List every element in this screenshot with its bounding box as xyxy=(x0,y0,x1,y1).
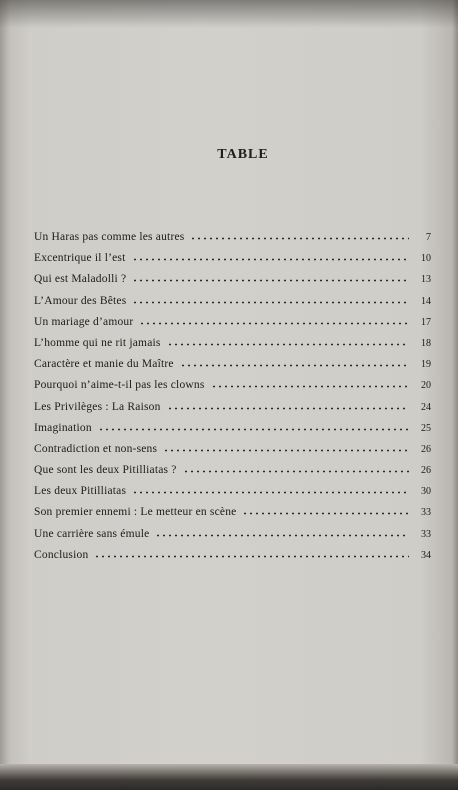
dot-leader xyxy=(132,301,409,304)
dot-leader xyxy=(139,322,409,325)
toc-entry xyxy=(34,379,431,400)
toc-entry-title: Un Haras pas comme les autres xyxy=(34,231,185,243)
toc-entry xyxy=(34,401,431,422)
toc-entry-page: 10 xyxy=(421,253,431,265)
dot-leader xyxy=(132,491,409,494)
toc-entry-page: 34 xyxy=(421,549,431,561)
toc-entry-title: Les deux Pitilliatas xyxy=(34,485,127,498)
toc-entry xyxy=(34,464,431,485)
dot-leader xyxy=(94,555,409,558)
dot-leader xyxy=(190,237,409,240)
toc-entry-page: 13 xyxy=(421,274,431,286)
toc-entry-title: L’Amour des Bêtes xyxy=(34,294,127,307)
dot-leader xyxy=(155,534,409,537)
toc-entry xyxy=(34,358,431,379)
toc-entry-title: Pourquoi n’aime-t-il pas les clowns xyxy=(34,379,205,392)
page-shadow xyxy=(0,0,458,28)
toc-entry-title: Un mariage d’amour xyxy=(34,315,134,328)
dot-leader xyxy=(98,428,409,431)
toc-entry xyxy=(34,549,431,570)
dot-leader xyxy=(180,364,409,367)
toc-entry-title: Imagination xyxy=(34,421,92,434)
dot-leader xyxy=(167,343,409,346)
dot-leader xyxy=(242,512,409,515)
toc-entry xyxy=(34,231,431,252)
toc-entry xyxy=(34,295,431,316)
table-of-contents xyxy=(34,231,431,570)
toc-entry-page: 20 xyxy=(421,380,431,392)
toc-entry-title: Contradiction et non-sens xyxy=(34,442,158,455)
toc-entry-page: 24 xyxy=(421,401,431,413)
dot-leader xyxy=(183,470,409,473)
toc-entry xyxy=(34,337,431,358)
toc-entry-page: 33 xyxy=(421,507,431,519)
toc-entry-page: 25 xyxy=(421,422,431,434)
toc-entry xyxy=(34,422,431,443)
toc-entry-title: Caractère et manie du Maître xyxy=(34,358,174,371)
toc-entry-page: 26 xyxy=(421,443,431,455)
dot-leader xyxy=(163,449,409,452)
toc-entry-page: 14 xyxy=(421,295,431,307)
toc-entry xyxy=(34,273,431,294)
toc-entry-title: Que sont les deux Pitilliatas ? xyxy=(34,464,177,477)
toc-entry xyxy=(34,316,431,337)
toc-entry-title: Les Privilèges : La Raison xyxy=(34,400,161,413)
toc-entry-title: Conclusion xyxy=(34,548,89,561)
toc-entry xyxy=(34,443,431,464)
toc-entry-title: Excentrique il l’est xyxy=(34,252,126,265)
toc-entry-page: 19 xyxy=(421,359,431,371)
toc-entry-page: 18 xyxy=(421,337,431,349)
toc-entry-page: 7 xyxy=(426,232,431,243)
page-title: TABLE xyxy=(217,147,269,162)
toc-entry xyxy=(34,252,431,273)
toc-entry xyxy=(34,528,431,549)
toc-entry-page: 26 xyxy=(421,465,431,477)
dot-leader xyxy=(132,279,409,282)
toc-entry-title: Une carrière sans émule xyxy=(34,527,150,540)
toc-entry-page: 17 xyxy=(421,316,431,328)
toc-entry-title: Qui est Maladolli ? xyxy=(34,273,127,286)
dot-leader xyxy=(132,258,410,261)
dot-leader xyxy=(167,407,409,410)
toc-entry xyxy=(34,506,431,527)
page-bottom-edge xyxy=(0,764,458,790)
toc-entry xyxy=(34,485,431,506)
toc-entry-title: L’homme qui ne rit jamais xyxy=(34,336,161,349)
toc-entry-page: 33 xyxy=(421,528,431,540)
toc-entry-page: 30 xyxy=(421,486,431,498)
toc-entry-title: Son premier ennemi : Le metteur en scène xyxy=(34,506,237,519)
dot-leader xyxy=(211,385,409,388)
